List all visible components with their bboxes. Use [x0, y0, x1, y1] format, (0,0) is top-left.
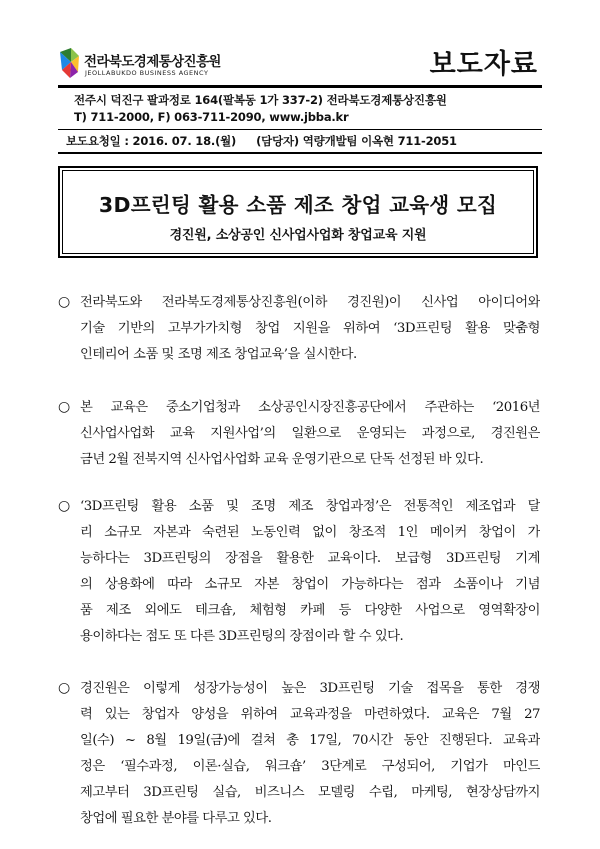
org-logo — [58, 44, 258, 84]
bullet-circle-icon: ○ — [58, 498, 71, 514]
body-line: 금년 2월 전북지역 신사업사업화 교육 운영기관으로 단독 선정된 바 있다. — [80, 452, 484, 467]
body-line: 일(수) ~ 8월 19일(금)에 걸쳐 총 17일, 70시간 동안 진행된다. 교육과 — [80, 733, 540, 748]
doc-type-label: 보도자료 — [429, 49, 538, 80]
body-line: 제고부터 3D프린팅 실습, 비즈니스 모델링 수립, 마케팅, 현장상담까지 — [80, 785, 540, 800]
request-info-line — [66, 133, 457, 149]
body-line: 기술 기반의 고부가가치형 창업 지원을 위하여 ‘3D프린팅 활용 맞춤형 — [80, 321, 540, 336]
body-line: 신사업사업화 교육 지원사업’의 일환으로 운영되는 과정으로, 경진원은 — [80, 426, 540, 441]
body-line: 의 상용화에 따라 소규모 자본 창업이 가능하다는 점과 소품이나 기념 — [80, 577, 540, 592]
logo-mark-icon — [58, 48, 80, 78]
body-line: 능하다는 3D프린팅의 장점을 활용한 교육이다. 보급형 3D프린팅 기계 — [80, 551, 540, 566]
body-line: 력 있는 창업자 양성을 위하여 교육과정을 마련하였다. 교육은 7월 27 — [80, 707, 540, 722]
body-line: 인테리어 소품 및 조명 제조 창업교육’을 실시한다. — [80, 347, 357, 362]
body-line: 리 소규모 자본과 숙련된 노동인력 없이 창조적 1인 메이커 창업이 가 — [80, 525, 540, 540]
contact-person: (담당자) 역량개발팀 이옥현 711-2051 — [256, 134, 457, 148]
bullet-circle-icon: ○ — [58, 399, 71, 415]
org-name-en: JEOLLABUKDO BUSINESS AGENCY — [85, 69, 209, 77]
headline: 3D프린팅 활용 소품 제조 창업 교육생 모집 — [98, 193, 498, 217]
body-line: 본 교육은 중소기업청과 소상공인시장진흥공단에서 주관하는 ‘2016년 — [80, 400, 540, 415]
paragraph-lines — [80, 679, 540, 835]
org-name: 전라북도경제통상진흥원 — [84, 54, 221, 70]
body-line: ‘3D프린팅 활용 소품 및 조명 제조 창업과정’은 전통적인 제조업과 달 — [80, 499, 540, 514]
header-rule-mid — [58, 129, 542, 130]
body-line: 정은 ‘필수과정, 이론·실습, 워크숍’ 3단계로 구성되어, 기업가 마인드 — [80, 759, 540, 774]
body-line: 창업에 필요한 분야를 다루고 있다. — [80, 811, 272, 826]
paragraph-lines — [80, 293, 540, 371]
body-line: 경진원은 이렇게 성장가능성이 높은 3D프린팅 기술 접목을 통한 경쟁 — [80, 681, 540, 696]
bullet-circle-icon: ○ — [58, 294, 71, 310]
subheadline: 경진원, 소상공인 신사업사업화 창업교육 지원 — [169, 228, 427, 243]
body-line: 품 제조 외에도 테크숍, 체험형 카페 등 다양한 사업으로 영역확장이 — [80, 603, 540, 618]
header-rule-bottom — [58, 152, 542, 154]
title-box — [58, 166, 538, 258]
paragraph-lines — [80, 497, 540, 653]
bullet-circle-icon: ○ — [58, 680, 71, 696]
contact-line: T) 711-2000, F) 063-711-2090, www.jbba.kr — [74, 110, 349, 124]
header-rule-top — [58, 85, 542, 88]
body-line: 용이하다는 점도 또 다른 3D프린팅의 장점이라 할 수 있다. — [80, 629, 404, 644]
body-line: 전라북도와 전라북도경제통상진흥원(이하 경진원)이 신사업 아이디어와 — [80, 295, 540, 310]
request-date: 보도요청일 : 2016. 07. 18.(월) — [66, 134, 237, 148]
paragraph-lines — [80, 398, 540, 476]
address-line: 전주시 덕진구 팔과정로 164(팔복동 1가 337-2) 전라북도경제통상진흥원 — [74, 93, 447, 107]
